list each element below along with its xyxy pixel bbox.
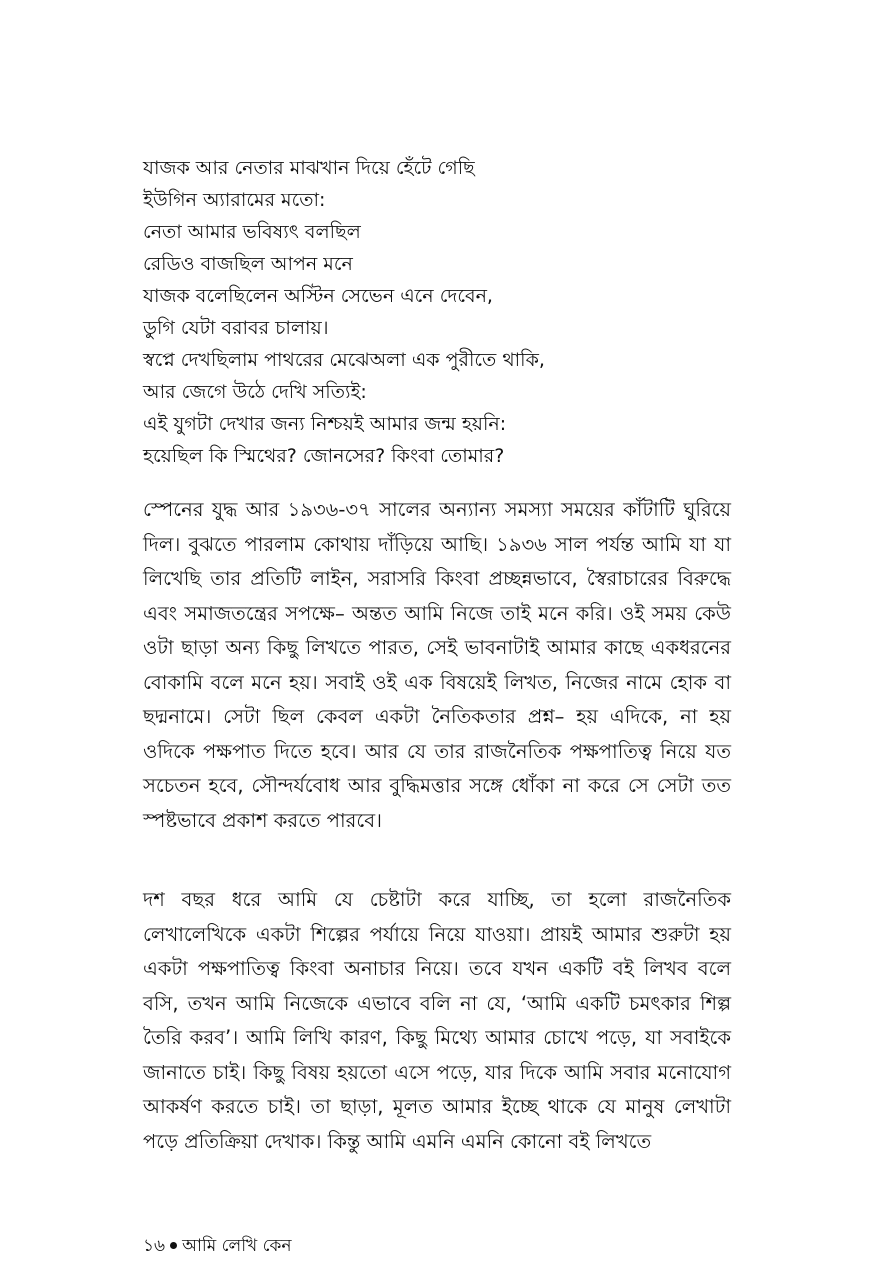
poem-line: এই যুগটা দেখার জন্য নিশ্চয়ই আমার জন্ম হয়নি: (143, 413, 507, 435)
poem-line: ইউগিন অ্যারামের মতো: (143, 189, 326, 211)
page-number: ১৬ (143, 1236, 166, 1256)
poem-line: ডুগি যেটা বরাবর চালায়। (143, 317, 329, 339)
poem-line: আর জেগে উঠে দেখি সত্যিই: (143, 381, 367, 403)
poem-line: রেডিও বাজছিল আপন মনে (143, 253, 353, 275)
poem-line: যাজক বলেছিলেন অস্টিন সেভেন এনে দেবেন, (143, 285, 493, 307)
poem-line: স্বপ্নে দেখছিলাম পাথরের মেঝেঅলা এক পুরীতে থাকি, (143, 349, 545, 371)
poem-line: নেতা আমার ভবিষ্যৎ বলছিল (143, 221, 361, 243)
running-book-title: আমি লেখি কেন (182, 1236, 292, 1256)
poem-line: যাজক আর নেতার মাঝখান দিয়ে হেঁটে গেছি (143, 157, 475, 179)
body-paragraph-1: স্পেনের যুদ্ধ আর ১৯৩৬-৩৭ সালের অন্যান্য সমস্যা সময়ের কাঁটাটি ঘুরিয়ে দিল। বুঝতে পারলাম কোথায় দাঁড়িয়ে আছি। ১৯৩৬ সাল পর্যন্ত আমি যা যা লিখেছি তার প্রতিটি লাইন, সরাসরি কিংবা প্রচ্ছন্নভাবে, স্বৈরাচারের বিরুদ্ধে এবং সমাজতন্ত্রের সপক্ষে– অন্তত আমি নিজে তাই মনে করি। ওই সময় কেউ ওটা ছাড়া অন্য কিছু লিখতে পারত, সেই ভাবনাটাই আমার কাছে একধরনের বোকামি বলে মনে হয়। সবাই ওই এক বিষয়েই লিখত, নিজের নামে হোক বা ছদ্মনামে। সেটা ছিল কেবল একটা নৈতিকতার প্রশ্ন– হয় এদিকে, না হয় ওদিকে পক্ষপাত দিতে হবে। আর যে তার রাজনৈতিক পক্ষপাতিত্ব নিয়ে যত সচেতন হবে, সৌন্দর্যবোধ আর বুদ্ধিমত্তার সঙ্গে ধোঁকা না করে সে সেটা তত স্পষ্টভাবে প্রকাশ করতে পারবে। (143, 498, 731, 832)
poem-block (143, 152, 743, 472)
body-paragraph-2: দশ বছর ধরে আমি যে চেষ্টাটা করে যাচ্ছি, তা হলো রাজনৈতিক লেখালেখিকে একটা শিল্পের পর্যায়ে নিয়ে যাওয়া। প্রায়ই আমার শুরুটা হয় একটা পক্ষপাতিত্ব কিংবা অনাচার নিয়ে। তবে যখন একটি বই লিখব বলে বসি, তখন আমি নিজেকে এভাবে বলি না যে, ‘আমি একটি চমৎকার শিল্প তৈরি করব’। আমি লিখি কারণ, কিছু মিথ্যে আমার চোখে পড়ে, যা সবাইকে জানাতে চাই। কিছু বিষয় হয়তো এসে পড়ে, যার দিকে আমি সবার মনোযোগ আকর্ষণ করতে চাই। তা ছাড়া, মূলত আমার ইচ্ছে থাকে যে মানুষ লেখাটা পড়ে প্রতিক্রিয়া দেখাক। কিন্তু আমি এমনি এমনি কোনো বই লিখতে (143, 888, 731, 1153)
poem-line: হয়েছিল কি স্মিথের? জোনসের? কিংবা তোমার? (143, 445, 505, 467)
page-footer (143, 1234, 292, 1258)
bullet-separator-icon (170, 1242, 177, 1249)
